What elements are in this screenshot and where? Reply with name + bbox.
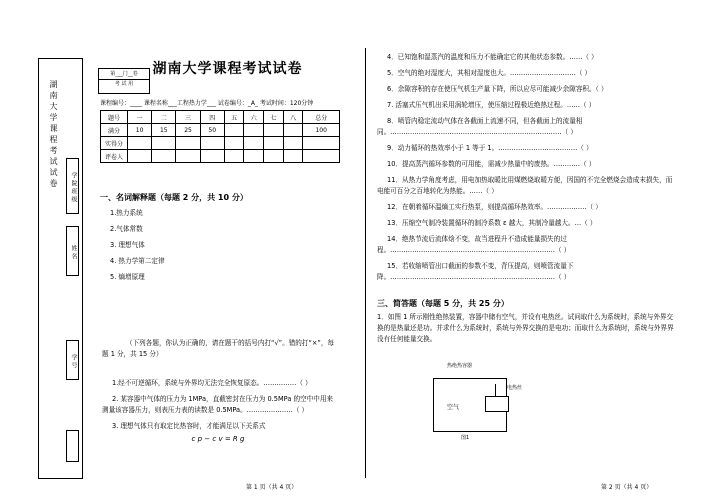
score-cell: 10	[128, 124, 152, 137]
score-row-label: 满分	[101, 124, 128, 137]
score-cell[interactable]	[128, 150, 152, 163]
figure-label-heater: 电热丝	[507, 385, 523, 391]
score-row-label: 实得分	[101, 137, 128, 150]
score-cell[interactable]	[224, 137, 244, 150]
score-cell: 六	[244, 111, 264, 124]
score-cell[interactable]	[152, 150, 176, 163]
score-row-label: 题号	[101, 111, 128, 124]
spine-rule-outer	[38, 58, 39, 478]
spine-rule-top	[38, 58, 83, 59]
score-cell[interactable]	[128, 137, 152, 150]
list-item: 12．在朝着循环温熵工实行热泵，则提高循环热效率。………………（ ）	[387, 203, 602, 211]
list-item: 7. 活塞式压气机出采用涡轮增压，使压缩过程极近绝热过程。……（ ）	[387, 101, 596, 109]
section-1-heading: 一、名词解释题（每题 2 分，共 10 分）	[100, 193, 248, 202]
score-table	[100, 110, 340, 163]
page-title: 湖南大学课程考试试卷	[152, 61, 303, 77]
spine-college: 学院班级	[66, 158, 79, 214]
right-margin-rule	[365, 48, 366, 478]
true-false-list-left	[102, 378, 334, 437]
figure-label-air: 空气	[447, 404, 460, 411]
score-cell: 四	[200, 111, 224, 124]
list-item: 4．已知饱和湿蒸汽的温度和压力不能确定它的其他状态参数。……（ ）	[387, 53, 598, 61]
table-row	[101, 137, 340, 150]
formula-line: c p − c v = R g	[191, 435, 245, 443]
spine-rule-bottom	[38, 478, 83, 479]
score-cell: 50	[200, 124, 224, 137]
term-list	[110, 208, 330, 288]
score-cell: 总分	[303, 111, 340, 124]
score-cell: 一	[128, 111, 152, 124]
spine-title: 湖南大学课程考试试卷	[49, 80, 58, 190]
exam-number-line1: 第___门__卷	[99, 70, 149, 80]
list-item: 6．余隙容积的存在使压气机生产量下降，所以应尽可能减少余隙容积。（ ）	[387, 85, 608, 93]
list-item: 1.经不可逆循环，系统与外界均无法完全恢复原态。……………（ ）	[112, 379, 312, 387]
list-item: 5．空气的绝对湿度大，其相对湿度也大。…………………………（ ）	[387, 69, 592, 77]
score-cell[interactable]	[303, 137, 340, 150]
score-row-label: 评卷人	[101, 150, 128, 163]
score-cell[interactable]	[152, 137, 176, 150]
list-item: 3. 理想气体只有取定比热容时，才能满足以下关系式	[112, 422, 266, 430]
list-item: 8．喷管内稳定流动气体在各截面上流速不同，但各截面上的流量相同。……………………………………………………………………（ ）	[377, 117, 583, 136]
list-item: 10．提高蒸汽循环参数的可用能，需减少热量中的废热。…………（ ）	[387, 160, 596, 168]
right-page-sheet	[355, 10, 701, 493]
score-cell[interactable]	[264, 150, 284, 163]
list-item: 5. 熵增原理	[110, 273, 145, 281]
figure-caption: 图1	[461, 435, 470, 441]
right-page-footer: 第 2 页（共 4 页）	[601, 484, 653, 491]
score-cell[interactable]	[200, 137, 224, 150]
score-cell: 二	[152, 111, 176, 124]
list-item: 14．绝热节流后流体焓不变，故当进程升不造成能量损失的过程。…………………………………………………………………（ ）	[377, 235, 571, 254]
list-item: 13．压缩空气制冷装置循环的制冷系数 ε 越大，其制冷量越大。…（ ）	[387, 219, 597, 227]
score-cell	[283, 124, 303, 137]
score-cell: 七	[264, 111, 284, 124]
figure-heater-box	[485, 396, 509, 412]
score-cell: 15	[152, 124, 176, 137]
score-cell: 100	[303, 124, 340, 137]
question-text: 1．如图 1 所示刚性绝热装置，容器中储有空气，并设有电热丝。试问取什么为系统时，系统与外界交换的是热量还是功。并求什么为系统时，系统与外界交换的是电功；而取什么为系统时，系统与外界界没有任何能量交换。	[377, 313, 674, 343]
figure-label-container: 热绝热容器	[447, 363, 473, 369]
table-row	[101, 124, 340, 137]
figure-lead-wire	[495, 384, 496, 396]
score-cell[interactable]	[264, 137, 284, 150]
section-3-heading: 三、简答题（每题 5 分，共 25 分）	[377, 299, 509, 308]
score-cell[interactable]	[200, 150, 224, 163]
score-cell[interactable]	[283, 150, 303, 163]
section-2-instructions	[102, 338, 334, 365]
score-cell[interactable]	[244, 150, 264, 163]
score-cell[interactable]	[176, 150, 200, 163]
score-cell	[264, 124, 284, 137]
score-cell	[224, 124, 244, 137]
list-item: 1.热力系统	[110, 209, 143, 217]
score-cell: 五	[224, 111, 244, 124]
table-row	[101, 150, 340, 163]
section-2-heading: （下列各题，你认为正确的，请在题干的括号内打“√”。错的打“×”，每题 1 分，共 15 分）	[102, 339, 335, 358]
spine-extra	[66, 430, 79, 462]
list-item: 3. 理想气体	[110, 241, 145, 249]
spine-seat: 学号	[66, 340, 79, 380]
score-cell[interactable]	[283, 137, 303, 150]
list-item: 11．从热力学角度考虑，用电加热取暖比用煤燃烧取暖方便，因国的不完全燃烧会造成末损失，而电能可百分之百地转化为热能。……（ ）	[377, 176, 673, 195]
list-item: 2.气体常数	[110, 225, 143, 233]
score-cell: 八	[283, 111, 303, 124]
list-item: 2. 某容器中气体的压力为 1MPa，直截密封在压力为 0.5MPa 的空中中用来测量该容器压力，则表压力表的读数是 0.5MPa。…………………（ ）	[102, 395, 334, 414]
score-cell: 三	[176, 111, 200, 124]
exam-number-line2: 考 试 用	[114, 81, 134, 87]
score-cell[interactable]	[224, 150, 244, 163]
table-row	[101, 111, 340, 124]
question-1-text-block	[377, 312, 677, 350]
score-cell	[244, 124, 264, 137]
spine-name: 姓名	[66, 226, 79, 276]
score-cell[interactable]	[303, 150, 340, 163]
score-cell: 25	[176, 124, 200, 137]
true-false-list-right	[377, 52, 677, 288]
score-cell[interactable]	[176, 137, 200, 150]
left-page-footer: 第 1 页（共 4 页）	[246, 484, 298, 491]
list-item: 15．若收缩喷管出口截面的参数不变，背压提高，则喷管流量下降。…………………………………………………………………（ ）	[377, 262, 574, 281]
left-page-sheet	[10, 10, 345, 493]
course-info-line: 课程编号：____ 课程名称___工程热力学___ 试卷编号：_A_ 考试时间：120分钟	[100, 100, 314, 107]
list-item: 4. 热力学第二定律	[110, 257, 165, 265]
score-cell[interactable]	[244, 137, 264, 150]
list-item: 9．动力循环的热效率小于 1 等于 1。………………………………（ ）	[387, 144, 593, 152]
spine-rule-inner	[82, 58, 83, 478]
